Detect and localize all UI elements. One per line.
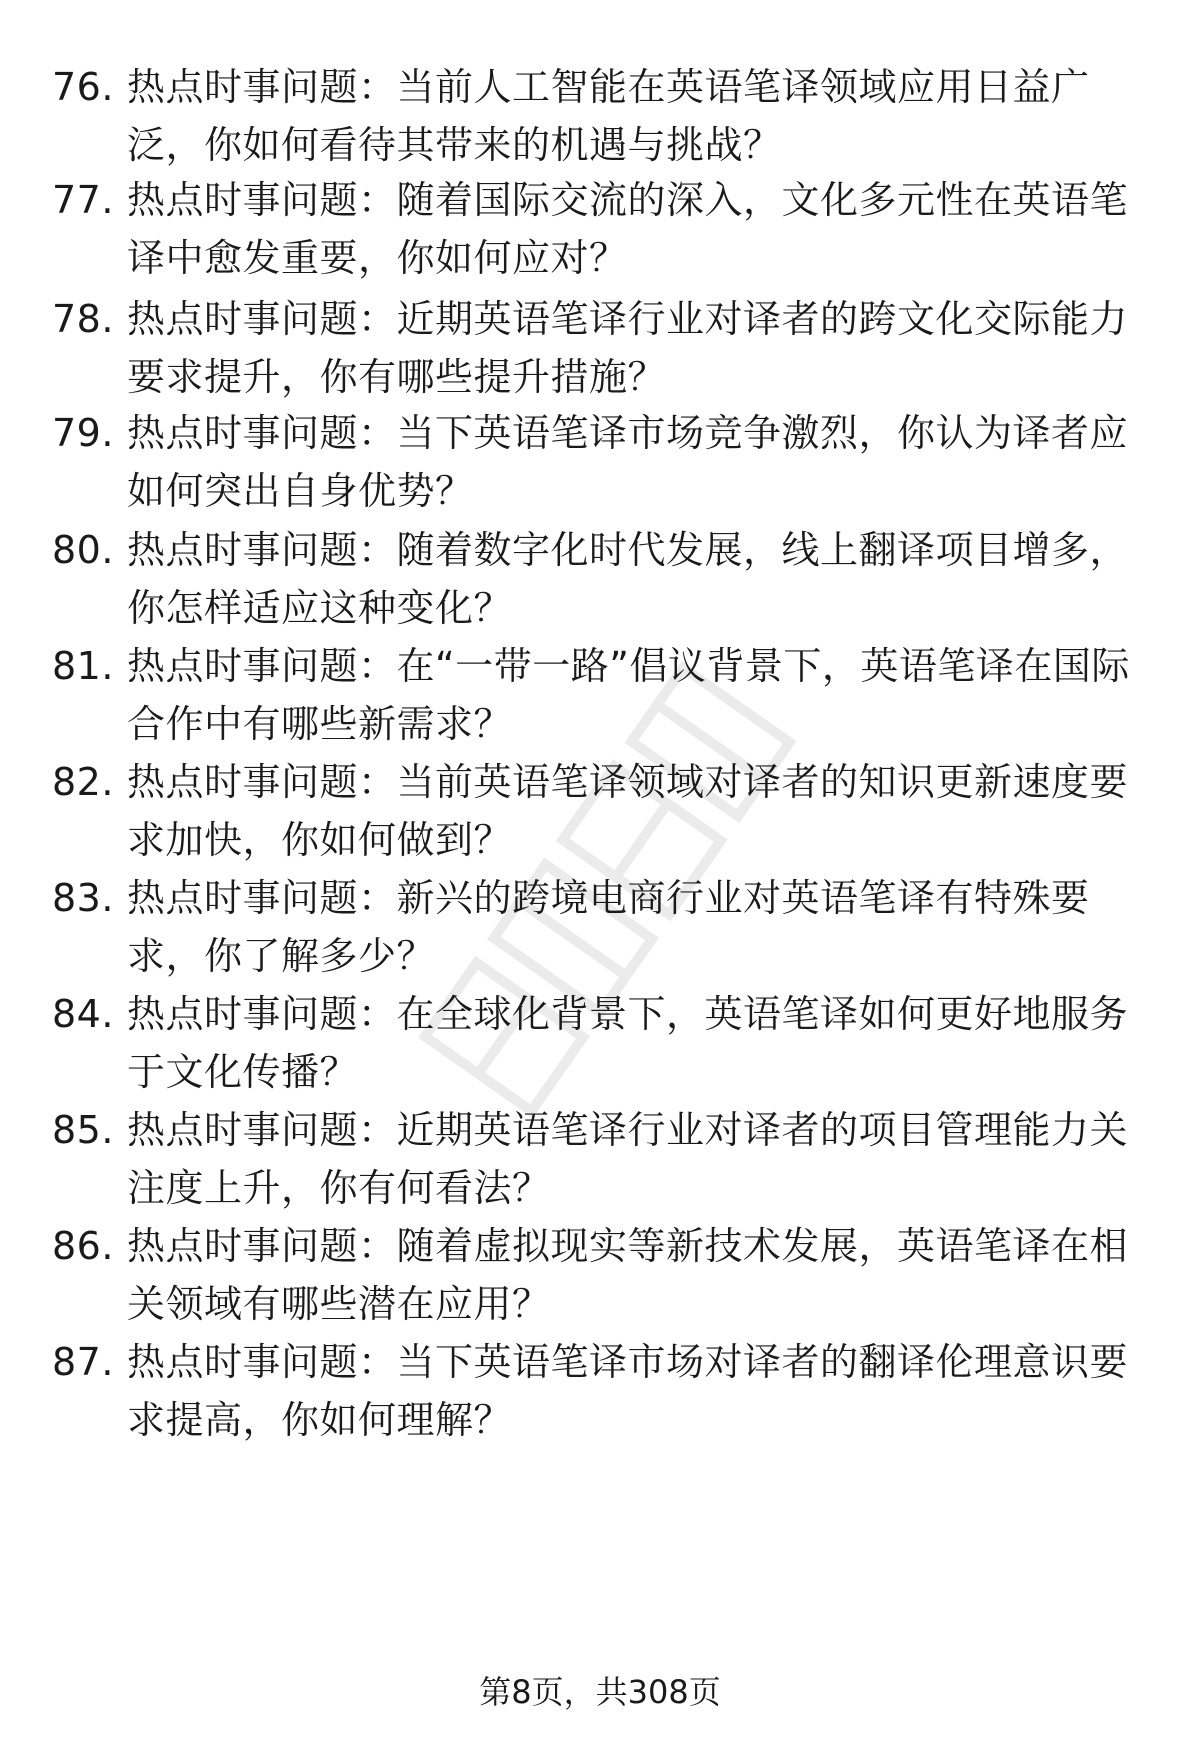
question-number: 85. — [52, 1108, 114, 1152]
question-text: 热点时事问题：当前英语笔译领域对译者的知识更新速度要求加快，你如何做到？ — [127, 760, 1129, 862]
question-text: 热点时事问题：在“一带一路”倡议背景下，英语笔译在国际合作中有哪些新需求？ — [127, 644, 1130, 746]
question-number: 76. — [52, 65, 114, 109]
question-number: 78. — [52, 297, 114, 341]
question-number: 83. — [52, 876, 114, 920]
question-number: 79. — [52, 411, 114, 455]
list-item — [52, 290, 1152, 410]
question-text: 热点时事问题：在全球化背景下，英语笔译如何更好地服务于文化传播？ — [127, 992, 1129, 1094]
question-text: 热点时事问题：当前人工智能在英语笔译领域应用日益广泛，你如何看待其带来的机遇与挑战？ — [127, 65, 1090, 167]
question-text: 热点时事问题：近期英语笔译行业对译者的跨文化交际能力要求提升，你有哪些提升措施？ — [127, 297, 1129, 399]
list-item — [52, 171, 1152, 291]
list-item — [52, 521, 1152, 641]
question-text: 热点时事问题：当下英语笔译市场对译者的翻译伦理意识要求提高，你如何理解？ — [127, 1340, 1129, 1442]
list-item — [52, 404, 1152, 524]
question-text: 热点时事问题：近期英语笔译行业对译者的项目管理能力关注度上升，你有何看法？ — [127, 1108, 1129, 1210]
question-number: 81. — [52, 644, 114, 688]
list-item — [52, 1217, 1152, 1337]
list-item — [52, 1101, 1152, 1221]
list-item — [52, 58, 1152, 178]
question-number: 86. — [52, 1224, 114, 1268]
question-text: 热点时事问题：随着国际交流的深入，文化多元性在英语笔译中愈发重要，你如何应对？ — [127, 178, 1129, 280]
question-text: 热点时事问题：随着数字化时代发展，线上翻译项目增多，你怎样适应这种变化？ — [127, 528, 1129, 630]
question-number: 82. — [52, 760, 114, 804]
question-number: 77. — [52, 178, 114, 222]
list-item — [52, 985, 1152, 1105]
list-item — [52, 1333, 1152, 1453]
question-text: 热点时事问题：随着虚拟现实等新技术发展，英语笔译在相关领域有哪些潜在应用？ — [127, 1224, 1129, 1326]
list-item — [52, 869, 1152, 989]
question-number: 80. — [52, 528, 114, 572]
question-number: 84. — [52, 992, 114, 1036]
question-text: 热点时事问题：新兴的跨境电商行业对英语笔译有特殊要求，你了解多少？ — [127, 876, 1090, 978]
question-text: 热点时事问题：当下英语笔译市场竞争激烈，你认为译者应如何突出自身优势？ — [127, 411, 1129, 513]
page-indicator: 第8页，共308页 — [479, 1673, 721, 1711]
question-number: 87. — [52, 1340, 114, 1384]
list-item — [52, 753, 1152, 873]
list-item — [52, 637, 1152, 757]
